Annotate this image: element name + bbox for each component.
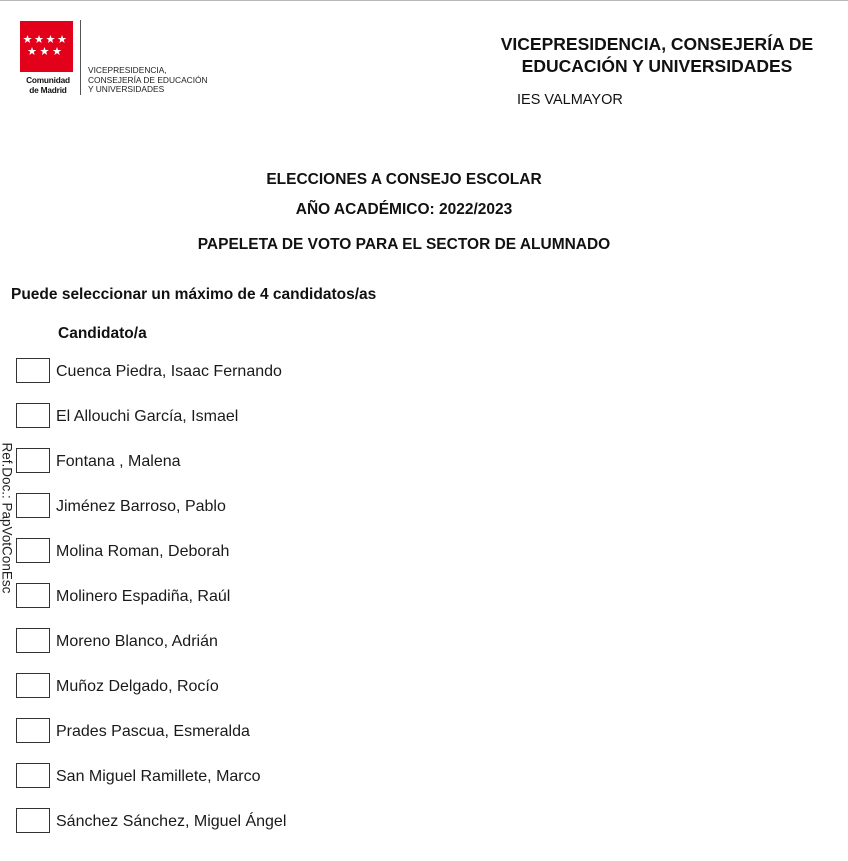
ballot-title: ELECCIONES A CONSEJO ESCOLAR [266,171,542,188]
candidate-checkbox[interactable] [16,583,50,608]
candidate-checkbox[interactable] [16,673,50,698]
logo-divider [80,20,81,95]
candidate-checkbox[interactable] [16,403,50,428]
candidate-checkbox[interactable] [16,628,50,653]
candidate-checkbox[interactable] [16,448,50,473]
candidate-name: Sánchez Sánchez, Miguel Ángel [56,813,287,830]
candidate-name: San Miguel Ramillete, Marco [56,768,261,785]
candidate-name: Molinero Espadiña, Raúl [56,588,231,605]
candidate-checkbox[interactable] [16,718,50,743]
candidate-checkbox[interactable] [16,538,50,563]
candidate-checkbox[interactable] [16,808,50,833]
candidate-name: Molina Roman, Deborah [56,543,230,560]
candidate-name: Jiménez Barroso, Pablo [56,498,226,515]
comunidad-madrid-logo [20,20,240,100]
candidate-name: Cuenca Piedra, Isaac Fernando [56,363,282,380]
candidate-name: Prades Pascua, Esmeralda [56,723,250,740]
academic-year: AÑO ACADÉMICO: 2022/2023 [295,201,513,218]
candidate-column-header: Candidato/a [58,325,147,342]
candidate-checkbox[interactable] [16,358,50,383]
instructions-text: Puede seleccionar un máximo de 4 candidatos/as [11,286,377,303]
department-name: VICEPRESIDENCIA, CONSEJERÍA DE EDUCACIÓN Y UNIVERSIDADES [88,65,208,94]
organization-title: VICEPRESIDENCIA, CONSEJERÍA DE EDUCACIÓN Y UNIVERSIDADES [500,34,814,76]
candidate-name: Fontana , Malena [56,453,181,470]
school-name: IES VALMAYOR [517,92,623,108]
madrid-flag-icon [20,21,73,72]
candidate-checkbox[interactable] [16,493,50,518]
ballot-subtitle: PAPELETA DE VOTO PARA EL SECTOR DE ALUMNADO [197,236,611,253]
candidate-name: Muñoz Delgado, Rocío [56,678,219,695]
candidate-name: El Allouchi García, Ismael [56,408,239,425]
candidate-checkbox[interactable] [16,763,50,788]
brand-name: Comunidad de Madrid [26,75,70,95]
document-reference: Ref.Doc.: PapVotConEsc [0,442,15,594]
candidate-name: Moreno Blanco, Adrián [56,633,218,650]
page-top-border [0,0,848,1]
